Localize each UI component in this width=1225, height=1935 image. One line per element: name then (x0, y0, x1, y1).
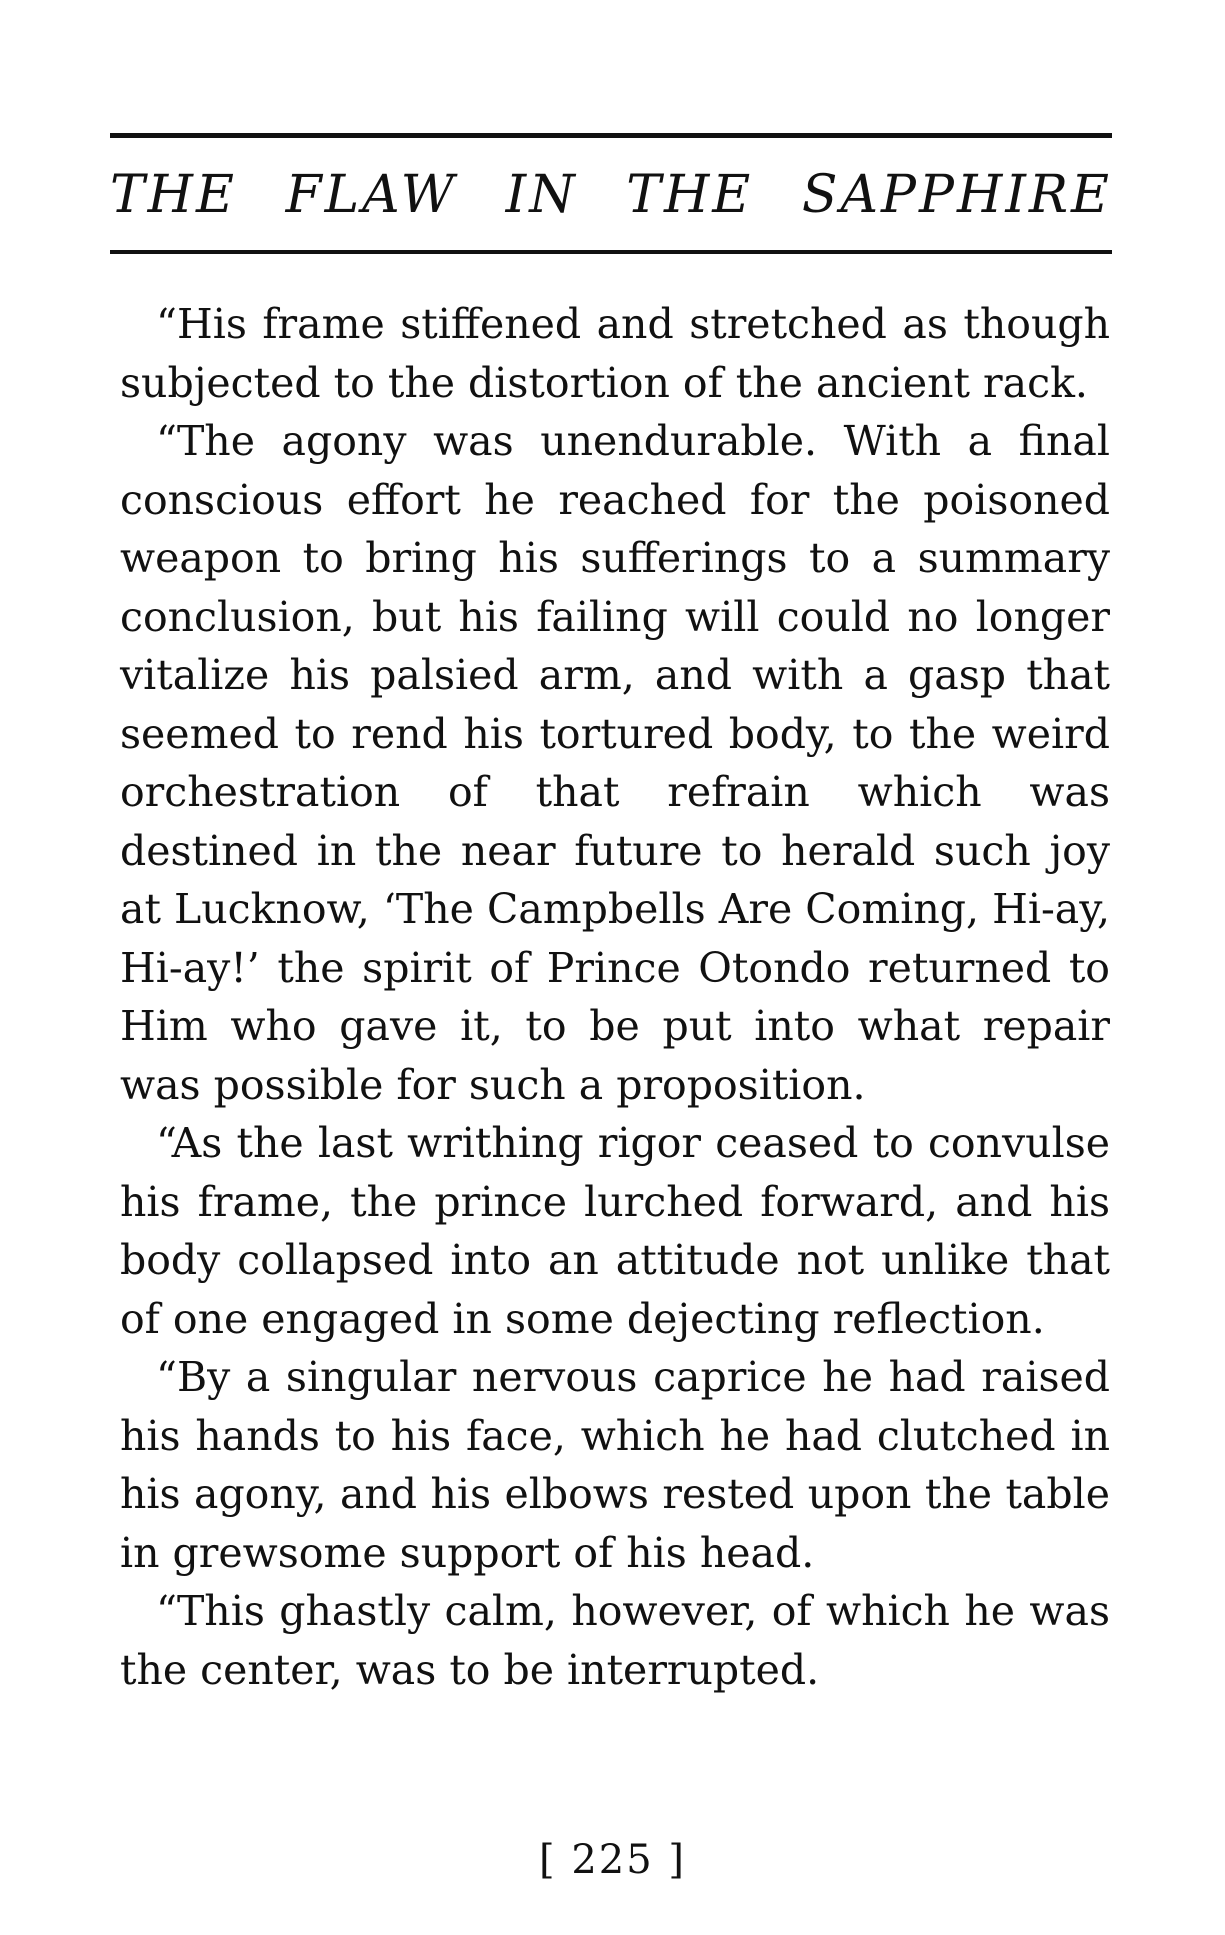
paragraph: “His frame stiffened and stretched as though subjected to the distortion of the ancient rack. (120, 300, 1110, 407)
running-head-title: THE FLAW IN THE SAPPHIRE (110, 165, 1112, 225)
paragraph: “By a singular nervous caprice he had raised his hands to his face, which he had clutched in his agony, and his elbows rested upon the table in grewsome support of his head. (120, 1353, 1110, 1577)
header-rule-bottom (110, 250, 1112, 254)
page-number: [ 225 ] (539, 1837, 686, 1883)
paragraph: “As the last writhing rigor ceased to convulse his frame, the prince lurched forward, and his body collapsed into an attitude not unlike that of one engaged in some dejecting reflection. (120, 1119, 1110, 1343)
page-body-text (120, 295, 1110, 1699)
header-rule-top (110, 133, 1112, 138)
paragraph: “This ghastly calm, however, of which he was the center, was to be interrupted. (120, 1587, 1110, 1694)
paragraph: “The agony was unendurable. With a final conscious effort he reached for the poisoned weapon to bring his sufferings to a summary conclusion, but his failing will could no longer vitalize his palsied arm, and with a gasp that seemed to rend his tortured body, to the weird orchestration of that refrain which was destined in the near future to herald such joy at Lucknow, ‘The Campbells Are Coming, Hi-ay, Hi-ay!’ the spirit of Prince Otondo returned to Him who gave it, to be put into what repair was possible for such a proposition. (120, 417, 1110, 1109)
